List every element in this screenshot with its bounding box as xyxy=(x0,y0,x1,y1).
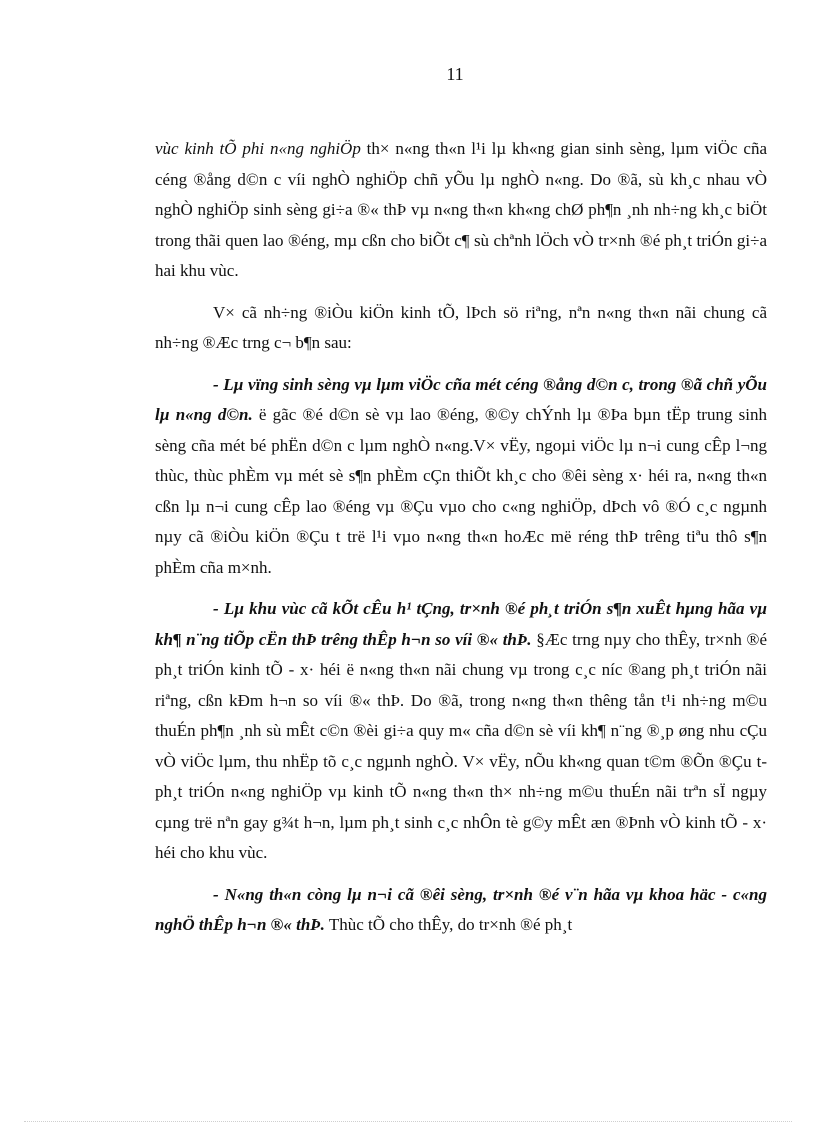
feature-2-text: §Æc trng nµy cho thÊy, tr×nh ®é ph¸t triÓn kinh tÕ - x· héi ë n«ng th«n nãi chung vµ trong c¸c níc ®ang ph¸t triÓn nãi riªng, cßn kÐm h¬n so víi ®« thÞ. Do ®ã, trong n«ng th«n thêng tån t¹i nh÷ng m©u thuÉn ph¶n ¸nh sù mÊt c©n ®èi gi÷a quy m« cña d©n sè víi kh¶ n¨ng ®¸p øng nhu cÇu vÒ viÖc lµm, thu nhËp tõ c¸c ngµnh nghÒ. V× vËy, nÕu kh«ng quan t©m ®Õn ®Çu t ph¸t triÓn n«ng nghiÖp vµ kinh tÕ n«ng th«n th× nh÷ng m©u thuÉn nãi trªn sÏ ngµy cµng trë nªn gay g¾t h¬n, lµm ph¸t sinh c¸c nhÔn tè g©y mÊt æn ®Þnh vÒ kinh tÕ - x· héi cho khu vùc. xyxy=(155,629,767,862)
paragraph-feature-3 xyxy=(155,880,767,941)
page-number: 11 xyxy=(446,64,464,84)
characteristics-intro-text: V× cã nh÷ng ®iÒu kiÖn kinh tÕ, lÞch sö riªng, nªn n«ng th«n nãi chung cã nh÷ng ®Æc trng c¬ b¶n sau: xyxy=(155,302,767,352)
feature-2-heading: - Lµ khu vùc cã kÕt cÊu h¹ tÇng, tr×nh ®é ph¸t triÓn s¶n xuÊt hµng hãa vµ kh¶ n¨ng tiÕp cËn thÞ trêng thÊp h¬n so víi ®« thÞ. xyxy=(155,599,767,649)
paragraph-feature-1 xyxy=(155,370,767,584)
feature-1-text: ë gãc ®é d©n sè vµ lao ®éng, ®©y chÝnh lµ ®Þa bµn tËp trung sinh sèng cña mét bé phËn d©n c lµm nghÒ n«ng.V× vËy, ngoµi viÖc lµ n¬i cung cÊp l¬ng thùc, thùc phÈm vµ mét sè s¶n phÈm cÇn thiÕt kh¸c cho ®êi sèng x· héi ra, n«ng th«n cßn lµ n¬i cung cÊp lao ®éng vµ ®Çu vµo cho c«ng nghiÖp, dÞch vô ®Ó c¸c ngµnh nµy cã ®iÒu kiÖn ®Çu t trë l¹i vµo n«ng th«n hoÆc më réng thÞ trêng tiªu thô s¶n phÈm cña m×nh. xyxy=(155,405,767,577)
intro-italic-phrase: vùc kinh tÕ phi n«ng nghiÖp xyxy=(155,139,361,158)
feature-1-heading: - Lµ vïng sinh sèng vµ lµm viÖc cña mét céng ®ång d©n c, trong ®ã chñ yÕu lµ n«ng d©n. xyxy=(155,374,767,424)
feature-3-text: Thùc tÕ cho thÊy, do tr×nh ®é ph¸t xyxy=(324,915,573,934)
paragraph-feature-2 xyxy=(155,594,767,869)
paragraph-intro xyxy=(155,134,767,287)
feature-3-heading: - N«ng th«n còng lµ n¬i cã ®êi sèng, tr×nh ®é v¨n hãa vµ khoa häc - c«ng nghÖ thÊp h¬n ®« thÞ. xyxy=(155,884,767,934)
page-bottom-divider xyxy=(24,1121,792,1122)
document-body xyxy=(155,134,767,952)
paragraph-characteristics-intro xyxy=(155,298,767,359)
intro-text: th× n«ng th«n l¹i lµ kh«ng gian sinh sèng, lµm viÖc cña céng ®ång d©n c víi nghÒ nghiÖp chñ yÕu lµ nghÒ n«ng. Do ®ã, sù kh¸c nhau vÒ nghÒ nghiÖp sinh sèng gi÷a ®« thÞ vµ n«ng th«n kh«ng chØ ph¶n ¸nh nh÷ng kh¸c biÖt trong thãi quen lao ®éng, mµ cßn cho biÕt c¶ sù chªnh lÖch vÒ tr×nh ®é ph¸t triÓn gi÷a hai khu vùc. xyxy=(155,139,767,280)
